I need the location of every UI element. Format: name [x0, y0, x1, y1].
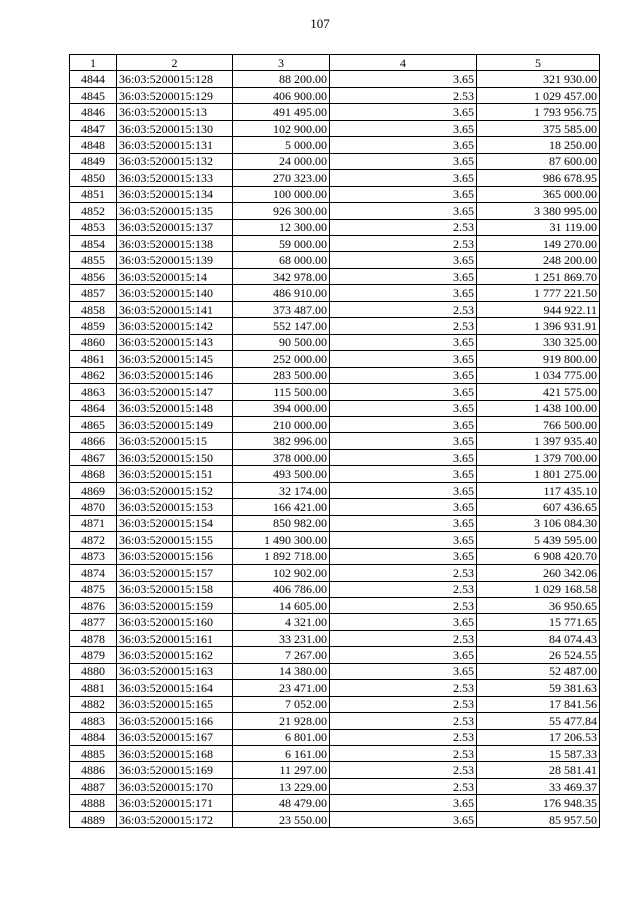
total-cell: 3 380 995.00 — [477, 203, 600, 219]
table-row — [70, 713, 600, 729]
rate-cell: 2.53 — [330, 778, 477, 794]
value-cell: 926 300.00 — [233, 203, 330, 219]
rate-cell: 3.65 — [330, 71, 477, 87]
total-cell: 33 469.37 — [477, 778, 600, 794]
row-number-cell: 4865 — [70, 416, 117, 432]
rate-cell: 2.53 — [330, 713, 477, 729]
value-cell: 68 000.00 — [233, 252, 330, 268]
row-number-cell: 4861 — [70, 351, 117, 367]
row-number-cell: 4882 — [70, 696, 117, 712]
value-cell: 270 323.00 — [233, 170, 330, 186]
total-cell: 55 477.84 — [477, 713, 600, 729]
total-cell: 1 801 275.00 — [477, 466, 600, 482]
table-row — [70, 597, 600, 613]
cadastral-number-cell: 36:03:5200015:139 — [117, 252, 233, 268]
table-row — [70, 104, 600, 120]
row-number-cell: 4885 — [70, 746, 117, 762]
total-cell: 6 908 420.70 — [477, 548, 600, 564]
rate-cell: 3.65 — [330, 647, 477, 663]
total-cell: 260 342.06 — [477, 565, 600, 581]
total-cell: 59 381.63 — [477, 680, 600, 696]
table-row — [70, 482, 600, 498]
cadastral-number-cell: 36:03:5200015:142 — [117, 318, 233, 334]
cadastral-number-cell: 36:03:5200015:138 — [117, 235, 233, 251]
total-cell: 176 948.35 — [477, 795, 600, 811]
column-header-3: 3 — [233, 55, 330, 71]
cadastral-number-cell: 36:03:5200015:146 — [117, 367, 233, 383]
table-row — [70, 384, 600, 400]
rate-cell: 2.53 — [330, 235, 477, 251]
total-cell: 1 438 100.00 — [477, 400, 600, 416]
value-cell: 100 000.00 — [233, 186, 330, 202]
value-cell: 283 500.00 — [233, 367, 330, 383]
cadastral-number-cell: 36:03:5200015:145 — [117, 351, 233, 367]
rate-cell: 2.53 — [330, 746, 477, 762]
cadastral-number-cell: 36:03:5200015:131 — [117, 137, 233, 153]
total-cell: 17 841.56 — [477, 696, 600, 712]
table-row — [70, 334, 600, 350]
cadastral-number-cell: 36:03:5200015:135 — [117, 203, 233, 219]
row-number-cell: 4883 — [70, 713, 117, 729]
value-cell: 373 487.00 — [233, 301, 330, 317]
total-cell: 1 396 931.91 — [477, 318, 600, 334]
total-cell: 28 581.41 — [477, 762, 600, 778]
rate-cell: 3.65 — [330, 449, 477, 465]
table-row — [70, 449, 600, 465]
table-row — [70, 170, 600, 186]
table-row — [70, 252, 600, 268]
total-cell: 87 600.00 — [477, 153, 600, 169]
value-cell: 48 479.00 — [233, 795, 330, 811]
table-row — [70, 367, 600, 383]
cadastral-number-cell: 36:03:5200015:172 — [117, 811, 233, 827]
table-row — [70, 499, 600, 515]
cadastral-number-cell: 36:03:5200015:156 — [117, 548, 233, 564]
row-number-cell: 4867 — [70, 449, 117, 465]
rate-cell: 2.53 — [330, 630, 477, 646]
value-cell: 406 900.00 — [233, 87, 330, 103]
rate-cell: 2.53 — [330, 318, 477, 334]
table-row — [70, 318, 600, 334]
value-cell: 4 321.00 — [233, 614, 330, 630]
rate-cell: 2.53 — [330, 87, 477, 103]
cadastral-number-cell: 36:03:5200015:158 — [117, 581, 233, 597]
cadastral-number-cell: 36:03:5200015:161 — [117, 630, 233, 646]
total-cell: 1 029 457.00 — [477, 87, 600, 103]
value-cell: 5 000.00 — [233, 137, 330, 153]
cadastral-number-cell: 36:03:5200015:13 — [117, 104, 233, 120]
total-cell: 1 397 935.40 — [477, 433, 600, 449]
row-number-cell: 4853 — [70, 219, 117, 235]
row-number-cell: 4860 — [70, 334, 117, 350]
table-row — [70, 203, 600, 219]
column-header-5: 5 — [477, 55, 600, 71]
value-cell: 406 786.00 — [233, 581, 330, 597]
row-number-cell: 4848 — [70, 137, 117, 153]
cadastral-number-cell: 36:03:5200015:133 — [117, 170, 233, 186]
row-number-cell: 4887 — [70, 778, 117, 794]
value-cell: 6 801.00 — [233, 729, 330, 745]
table-row — [70, 811, 600, 827]
page-number: 107 — [310, 16, 330, 31]
row-number-cell: 4879 — [70, 647, 117, 663]
row-number-cell: 4864 — [70, 400, 117, 416]
cadastral-number-cell: 36:03:5200015:155 — [117, 532, 233, 548]
rate-cell: 3.65 — [330, 351, 477, 367]
value-cell: 493 500.00 — [233, 466, 330, 482]
table-row — [70, 351, 600, 367]
cadastral-number-cell: 36:03:5200015:171 — [117, 795, 233, 811]
value-cell: 115 500.00 — [233, 384, 330, 400]
table-row — [70, 548, 600, 564]
total-cell: 365 000.00 — [477, 186, 600, 202]
cadastral-number-cell: 36:03:5200015:157 — [117, 565, 233, 581]
value-cell: 6 161.00 — [233, 746, 330, 762]
table-row — [70, 186, 600, 202]
table-row — [70, 778, 600, 794]
total-cell: 36 950.65 — [477, 597, 600, 613]
total-cell: 607 436.65 — [477, 499, 600, 515]
total-cell: 149 270.00 — [477, 235, 600, 251]
total-cell: 3 106 084.30 — [477, 515, 600, 531]
row-number-cell: 4855 — [70, 252, 117, 268]
cadastral-number-cell: 36:03:5200015:150 — [117, 449, 233, 465]
value-cell: 7 052.00 — [233, 696, 330, 712]
total-cell: 1 034 775.00 — [477, 367, 600, 383]
total-cell: 84 074.43 — [477, 630, 600, 646]
rate-cell: 3.65 — [330, 137, 477, 153]
value-cell: 59 000.00 — [233, 235, 330, 251]
value-cell: 90 500.00 — [233, 334, 330, 350]
cadastral-number-cell: 36:03:5200015:166 — [117, 713, 233, 729]
value-cell: 382 996.00 — [233, 433, 330, 449]
value-cell: 394 000.00 — [233, 400, 330, 416]
table-row — [70, 301, 600, 317]
cadastral-number-cell: 36:03:5200015:141 — [117, 301, 233, 317]
value-cell: 14 605.00 — [233, 597, 330, 613]
table-row — [70, 630, 600, 646]
value-cell: 850 982.00 — [233, 515, 330, 531]
table-row — [70, 532, 600, 548]
cadastral-number-cell: 36:03:5200015:147 — [117, 384, 233, 400]
rate-cell: 2.53 — [330, 762, 477, 778]
value-cell: 102 902.00 — [233, 565, 330, 581]
cadastral-number-cell: 36:03:5200015:160 — [117, 614, 233, 630]
value-cell: 486 910.00 — [233, 285, 330, 301]
rate-cell: 3.65 — [330, 384, 477, 400]
total-cell: 52 487.00 — [477, 663, 600, 679]
row-number-cell: 4847 — [70, 120, 117, 136]
total-cell: 248 200.00 — [477, 252, 600, 268]
value-cell: 378 000.00 — [233, 449, 330, 465]
table-row — [70, 137, 600, 153]
value-cell: 12 300.00 — [233, 219, 330, 235]
row-number-cell: 4844 — [70, 71, 117, 87]
cadastral-number-cell: 36:03:5200015:137 — [117, 219, 233, 235]
rate-cell: 3.65 — [330, 532, 477, 548]
row-number-cell: 4873 — [70, 548, 117, 564]
row-number-cell: 4845 — [70, 87, 117, 103]
row-number-cell: 4858 — [70, 301, 117, 317]
rate-cell: 3.65 — [330, 433, 477, 449]
cadastral-number-cell: 36:03:5200015:149 — [117, 416, 233, 432]
value-cell: 14 380.00 — [233, 663, 330, 679]
cadastral-number-cell: 36:03:5200015:152 — [117, 482, 233, 498]
total-cell: 1 793 956.75 — [477, 104, 600, 120]
rate-cell: 3.65 — [330, 548, 477, 564]
total-cell: 330 325.00 — [477, 334, 600, 350]
total-cell: 31 119.00 — [477, 219, 600, 235]
row-number-cell: 4870 — [70, 499, 117, 515]
row-number-cell: 4876 — [70, 597, 117, 613]
total-cell: 26 524.55 — [477, 647, 600, 663]
total-cell: 766 500.00 — [477, 416, 600, 432]
cadastral-number-cell: 36:03:5200015:134 — [117, 186, 233, 202]
row-number-cell: 4856 — [70, 268, 117, 284]
rate-cell: 3.65 — [330, 153, 477, 169]
column-header-1: 1 — [70, 55, 117, 71]
table-row — [70, 680, 600, 696]
rate-cell: 2.53 — [330, 301, 477, 317]
cadastral-number-cell: 36:03:5200015:162 — [117, 647, 233, 663]
cadastral-number-cell: 36:03:5200015:14 — [117, 268, 233, 284]
row-number-cell: 4878 — [70, 630, 117, 646]
total-cell: 1 029 168.58 — [477, 581, 600, 597]
cadastral-number-cell: 36:03:5200015:128 — [117, 71, 233, 87]
cadastral-number-cell: 36:03:5200015:143 — [117, 334, 233, 350]
total-cell: 15 587.33 — [477, 746, 600, 762]
rate-cell: 3.65 — [330, 663, 477, 679]
rate-cell: 2.53 — [330, 696, 477, 712]
table-row — [70, 153, 600, 169]
table-body — [70, 71, 600, 828]
rate-cell: 2.53 — [330, 581, 477, 597]
rate-cell: 2.53 — [330, 219, 477, 235]
cadastral-number-cell: 36:03:5200015:164 — [117, 680, 233, 696]
data-table — [69, 54, 600, 828]
row-number-cell: 4889 — [70, 811, 117, 827]
total-cell: 85 957.50 — [477, 811, 600, 827]
row-number-cell: 4849 — [70, 153, 117, 169]
row-number-cell: 4846 — [70, 104, 117, 120]
table-row — [70, 762, 600, 778]
cadastral-number-cell: 36:03:5200015:168 — [117, 746, 233, 762]
rate-cell: 3.65 — [330, 203, 477, 219]
cadastral-number-cell: 36:03:5200015:140 — [117, 285, 233, 301]
row-number-cell: 4886 — [70, 762, 117, 778]
row-number-cell: 4854 — [70, 235, 117, 251]
table-row — [70, 795, 600, 811]
table-row — [70, 663, 600, 679]
row-number-cell: 4877 — [70, 614, 117, 630]
cadastral-number-cell: 36:03:5200015:163 — [117, 663, 233, 679]
total-cell: 1 379 700.00 — [477, 449, 600, 465]
rate-cell: 3.65 — [330, 186, 477, 202]
table-row — [70, 71, 600, 87]
value-cell: 13 229.00 — [233, 778, 330, 794]
table-row — [70, 614, 600, 630]
row-number-cell: 4859 — [70, 318, 117, 334]
value-cell: 23 471.00 — [233, 680, 330, 696]
value-cell: 7 267.00 — [233, 647, 330, 663]
total-cell: 944 922.11 — [477, 301, 600, 317]
table-row — [70, 746, 600, 762]
cadastral-number-cell: 36:03:5200015:154 — [117, 515, 233, 531]
row-number-cell: 4884 — [70, 729, 117, 745]
rate-cell: 2.53 — [330, 729, 477, 745]
value-cell: 210 000.00 — [233, 416, 330, 432]
rate-cell: 3.65 — [330, 170, 477, 186]
table-row — [70, 647, 600, 663]
value-cell: 33 231.00 — [233, 630, 330, 646]
value-cell: 11 297.00 — [233, 762, 330, 778]
rate-cell: 3.65 — [330, 482, 477, 498]
table-row — [70, 581, 600, 597]
total-cell: 5 439 595.00 — [477, 532, 600, 548]
row-number-cell: 4850 — [70, 170, 117, 186]
total-cell: 321 930.00 — [477, 71, 600, 87]
value-cell: 1 490 300.00 — [233, 532, 330, 548]
value-cell: 166 421.00 — [233, 499, 330, 515]
row-number-cell: 4881 — [70, 680, 117, 696]
cadastral-number-cell: 36:03:5200015:170 — [117, 778, 233, 794]
column-header-2: 2 — [117, 55, 233, 71]
table-row — [70, 515, 600, 531]
value-cell: 21 928.00 — [233, 713, 330, 729]
rate-cell: 3.65 — [330, 268, 477, 284]
value-cell: 491 495.00 — [233, 104, 330, 120]
cadastral-number-cell: 36:03:5200015:165 — [117, 696, 233, 712]
table-row — [70, 235, 600, 251]
table-header-row — [70, 55, 600, 71]
cadastral-number-cell: 36:03:5200015:169 — [117, 762, 233, 778]
total-cell: 117 435.10 — [477, 482, 600, 498]
table-row — [70, 729, 600, 745]
row-number-cell: 4851 — [70, 186, 117, 202]
cadastral-number-cell: 36:03:5200015:130 — [117, 120, 233, 136]
total-cell: 986 678.95 — [477, 170, 600, 186]
total-cell: 1 777 221.50 — [477, 285, 600, 301]
cadastral-number-cell: 36:03:5200015:148 — [117, 400, 233, 416]
cadastral-number-cell: 36:03:5200015:132 — [117, 153, 233, 169]
rate-cell: 3.65 — [330, 614, 477, 630]
value-cell: 24 000.00 — [233, 153, 330, 169]
rate-cell: 3.65 — [330, 252, 477, 268]
value-cell: 88 200.00 — [233, 71, 330, 87]
value-cell: 32 174.00 — [233, 482, 330, 498]
rate-cell: 2.53 — [330, 597, 477, 613]
rate-cell: 3.65 — [330, 104, 477, 120]
table-row — [70, 565, 600, 581]
cadastral-number-cell: 36:03:5200015:167 — [117, 729, 233, 745]
row-number-cell: 4875 — [70, 581, 117, 597]
value-cell: 552 147.00 — [233, 318, 330, 334]
row-number-cell: 4880 — [70, 663, 117, 679]
table-row — [70, 433, 600, 449]
table-row — [70, 400, 600, 416]
total-cell: 18 250.00 — [477, 137, 600, 153]
rate-cell: 3.65 — [330, 120, 477, 136]
table-row — [70, 219, 600, 235]
rate-cell: 3.65 — [330, 367, 477, 383]
rate-cell: 3.65 — [330, 416, 477, 432]
row-number-cell: 4863 — [70, 384, 117, 400]
cadastral-number-cell: 36:03:5200015:153 — [117, 499, 233, 515]
cadastral-number-cell: 36:03:5200015:15 — [117, 433, 233, 449]
total-cell: 17 206.53 — [477, 729, 600, 745]
table-row — [70, 416, 600, 432]
value-cell: 1 892 718.00 — [233, 548, 330, 564]
rate-cell: 3.65 — [330, 499, 477, 515]
rate-cell: 3.65 — [330, 795, 477, 811]
total-cell: 15 771.65 — [477, 614, 600, 630]
row-number-cell: 4862 — [70, 367, 117, 383]
table-row — [70, 87, 600, 103]
rate-cell: 2.53 — [330, 565, 477, 581]
value-cell: 342 978.00 — [233, 268, 330, 284]
value-cell: 252 000.00 — [233, 351, 330, 367]
row-number-cell: 4852 — [70, 203, 117, 219]
rate-cell: 2.53 — [330, 680, 477, 696]
rate-cell: 3.65 — [330, 400, 477, 416]
total-cell: 919 800.00 — [477, 351, 600, 367]
cadastral-number-cell: 36:03:5200015:151 — [117, 466, 233, 482]
total-cell: 375 585.00 — [477, 120, 600, 136]
rate-cell: 3.65 — [330, 515, 477, 531]
column-header-4: 4 — [330, 55, 477, 71]
cadastral-number-cell: 36:03:5200015:159 — [117, 597, 233, 613]
row-number-cell: 4888 — [70, 795, 117, 811]
table-row — [70, 696, 600, 712]
table-row — [70, 285, 600, 301]
cadastral-number-cell: 36:03:5200015:129 — [117, 87, 233, 103]
total-cell: 1 251 869.70 — [477, 268, 600, 284]
row-number-cell: 4857 — [70, 285, 117, 301]
table-row — [70, 268, 600, 284]
row-number-cell: 4869 — [70, 482, 117, 498]
rate-cell: 3.65 — [330, 811, 477, 827]
value-cell: 102 900.00 — [233, 120, 330, 136]
row-number-cell: 4868 — [70, 466, 117, 482]
rate-cell: 3.65 — [330, 466, 477, 482]
value-cell: 23 550.00 — [233, 811, 330, 827]
total-cell: 421 575.00 — [477, 384, 600, 400]
rate-cell: 3.65 — [330, 334, 477, 350]
table-row — [70, 120, 600, 136]
row-number-cell: 4871 — [70, 515, 117, 531]
row-number-cell: 4874 — [70, 565, 117, 581]
row-number-cell: 4872 — [70, 532, 117, 548]
rate-cell: 3.65 — [330, 285, 477, 301]
row-number-cell: 4866 — [70, 433, 117, 449]
table-row — [70, 466, 600, 482]
